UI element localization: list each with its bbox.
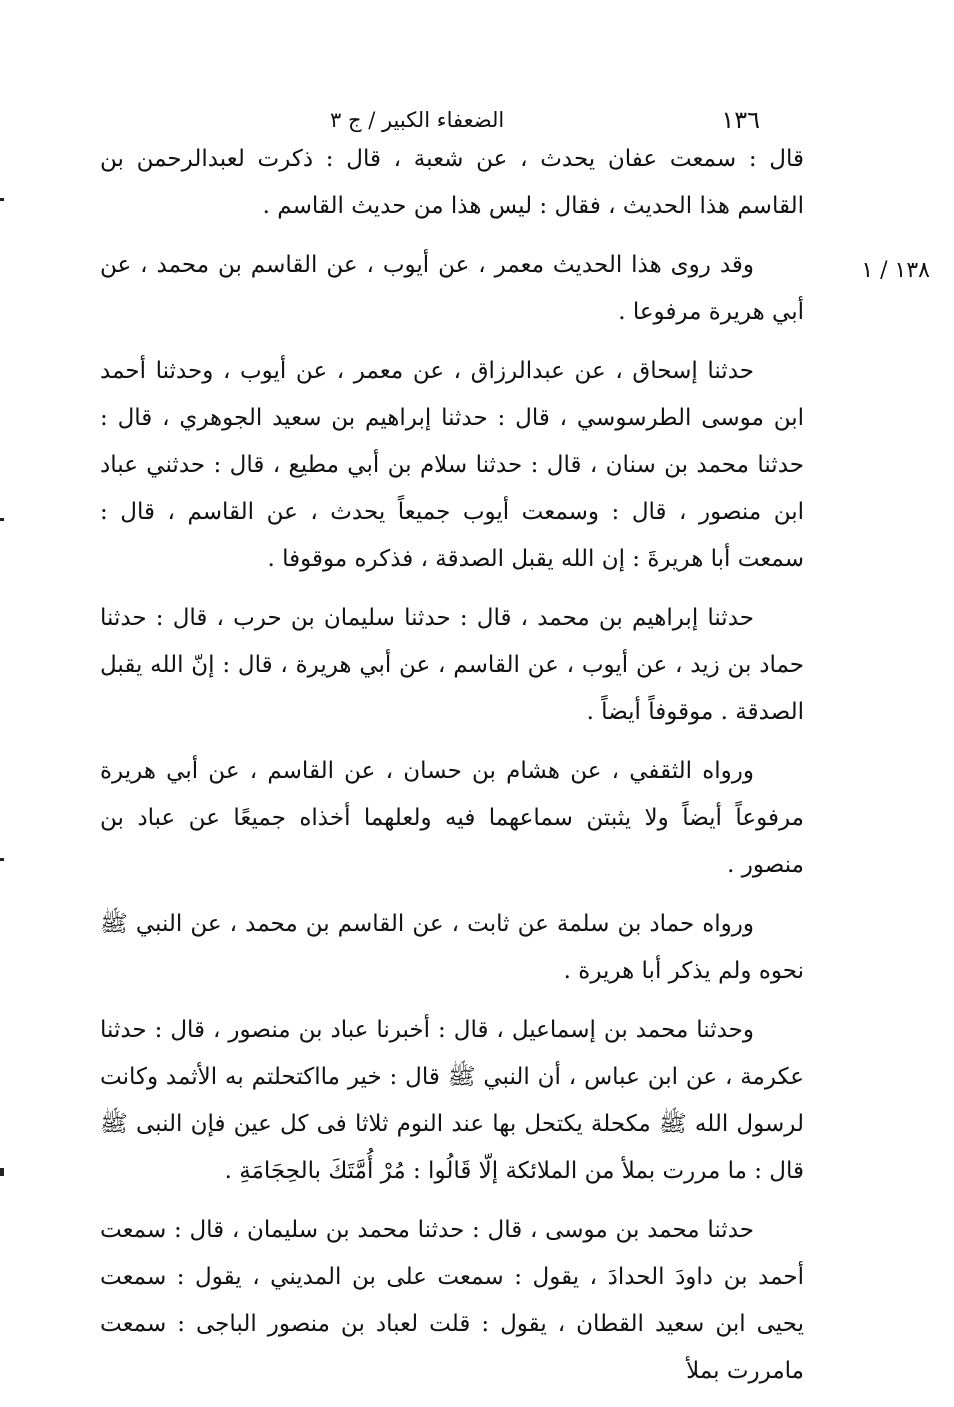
- paragraph-4: حدثنا إبراهيم بن محمد ، قال : حدثنا سليمان بن حرب ، قال : حدثنا حماد بن زيد ، عن أيوب ، عن القاسم ، عن أبي هريرة ، قال : إنّ الله يقبل الصدقة . موقوفاً أيضاً .: [100, 605, 804, 725]
- scan-edge-mark: [0, 198, 4, 201]
- page-number: ١٣٦: [721, 106, 760, 134]
- paragraph-2: وقد روى هذا الحديث معمر ، عن أيوب ، عن القاسم بن محمد ، عن أبي هريرة مرفوعا .: [100, 252, 804, 325]
- running-title: الضعفاء الكبير / ج ٣: [330, 108, 505, 132]
- paragraph-6: ورواه حماد بن سلمة عن ثابت ، عن القاسم بن محمد ، عن النبي ﷺ نحوه ولم يذكر أبا هريرة .: [100, 911, 804, 984]
- scan-edge-mark: [0, 518, 4, 521]
- paragraph-5: ورواه الثقفي ، عن هشام بن حسان ، عن القاسم ، عن أبي هريرة مرفوعاً أيضاً ولا يثبتن سماعهما فيه ولعلهما أخذاه جميعًا عن عباد بن منصور .: [100, 758, 804, 878]
- page-header: [330, 102, 760, 138]
- paragraph-3: حدثنا إسحاق ، عن عبدالرزاق ، عن معمر ، عن أيوب ، وحدثنا أحمد ابن موسى الطرسوسي ، قال : حدثنا إبراهيم بن سعيد الجوهري ، قال : حدثنا محمد بن سنان ، قال : حدثنا سلام بن أبي مطيع ، قال : حدثني عباد ابن منصور ، قال : وسمعت أيوب جميعاً يحدث ، عن القاسم ، قال : سمعت أبا هريرةَ : إن الله يقبل الصدقة ، فذكره موقوفا .: [100, 358, 804, 572]
- paragraph-8: حدثنا محمد بن موسى ، قال : حدثنا محمد بن سليمان ، قال : سمعت أحمد بن داودَ الحدادَ ، يقول : سمعت على بن المديني ، يقول : سمعت يحيى ابن سعيد القطان ، يقول : قلت لعباد بن منصور الباجى : سمعت مامررت بملأ: [100, 1217, 804, 1384]
- scan-edge-mark: [0, 1168, 4, 1176]
- margin-reference: ١٣٨ / ١: [861, 258, 930, 283]
- body-text: [100, 136, 804, 1407]
- paragraph-7: وحدثنا محمد بن إسماعيل ، قال : أخبرنا عباد بن منصور ، قال : حدثنا عكرمة ، عن ابن عباس ، أن النبي ﷺ قال : خير مااكتحلتم به الأثمد وكانت لرسول الله ﷺ مكحلة يكتحل بها عند النوم ثلاثا فى كل عين فإن النبى ﷺ قال : ما مررت بملأ من الملائكة إلّا قَالُوا : مُرْ أُمَّتَكَ بالحِجَامَةِ .: [100, 1017, 804, 1184]
- paragraph-1: قال : سمعت عفان يحدث ، عن شعبة ، قال : ذكرت لعبدالرحمن بن القاسم هذا الحديث ، فقال : ليس هذا من حديث القاسم .: [100, 146, 804, 219]
- scan-edge-mark: [0, 858, 4, 861]
